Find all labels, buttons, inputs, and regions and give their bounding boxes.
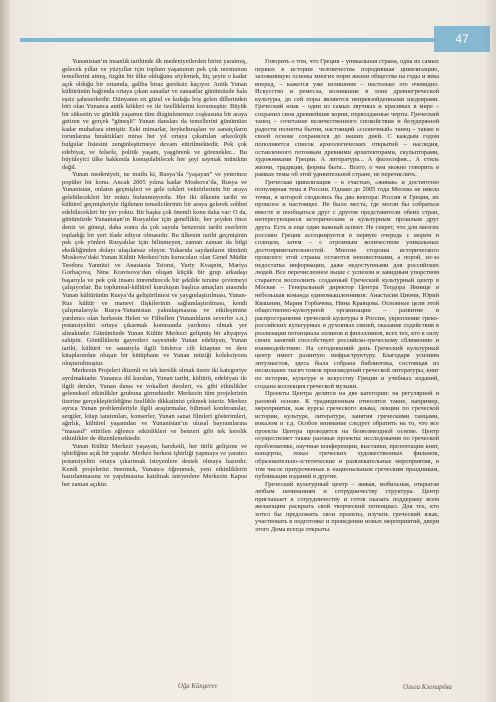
russian-article-column — [255, 58, 439, 533]
paragraph: Merkezin Projeleri düzenli ve tek kerelik olmak üzere iki kategoriye ayrılmaktadır. Yunanca dil kursları, Yunan tarihi, kültürü, edebiyatı ile ilgili dersler, Yunan dansı ve vokalleri dersleri, vs. gibi etkinlikler geleneksel etkinlikler grubuna girmektedir. Merkezin tüm projelerinin üzerine gerçekleştirildiğine özellikle dikkatinizi çekmek isteriz. Merkez ayrıca Yunan problemleriyle ilgili araştırmalar, bilimsel konferanslar, sergiler, kitap tanıtımları, konserler, Yunan sanat filmleri gösterimleri, ağırlık, kültürel yaşamdan ve Yunanistan’ın ulusal bayramlarına “masasıl” ettirilen eğlence etkinlikleri ve benzeri gibi tek kerelik etkinlikler de düzenlemektedir. — [62, 367, 247, 443]
author-signature-russian: Ольга Клепарёва — [403, 684, 452, 691]
paragraph: Yunan Kültür Merkezi yaşayan, hareketli, her türlü gelişime ve işbirliğine açık bir yapıdır. Merkez herkesi işbirliği yapmaya ve yaratıcı potansiyelini ortaya çıkartmak isteyenlere destek olmaya hazırdır. Kendi projelerini önermek, Yunanca öğrenmek, yeni etkinliklerin hazırlanmasına ve yapılmasına katılmak isteyenlere Merkezin Kapısı her zaman açıktır. — [62, 442, 247, 488]
paragraph: Yunan medeniyeti, ne mutlu ki, Rusya’da “yaşayan” ve yeterince popüler bir konu. Ancak 2005 yılına kadar Moskova’da, Rusya ve Yunanistan, onların geçmişleri ve gele cekleri vektörlerinin bir araya gelebilecekleri bir noktu bulunmuyordu. Her iki ülkenin tarihi ve kültürel geçmişleriyle ilgilenen temsilcilerinin bir araya gelerek sohbet edebilecekleri bir yer yoktu. Bir başka çok önemli konu daha var: O da, günümüzde Yunanistan’ın Rusyalılar için genellikle, her şeyden önce deniz ve güneşi, daha sonra da çok sayıda benzersiz tarihi eserlerin topladığı bir yeri ifade ediyor olmasıdır. Bu ülkenin tarihi geçmişinin pek çok yönleri Rusyalılar için bilinmeyen, zaman zaman da bilgi eksikliğinden dolayı ulaşılamaz oluyor. Yukarıda saydanların tümünü Moskova’daki Yunan Kültür Merkezi’nin kurucuları olan Genel Müdür Teodora Yannitsi ve Anastasia Tsiomi, Yuriy Kvaşnin, Mariya Gorbaçova, Nina Kravtsova’dan oluşan küçük bir grup arkadaşı başarıyla ve pek çok insanı imrendirecek bir şekilde tersine çevirmeyi çalışıyorlar. Bu toplumsal-kültürel kuruluşun başlıca amaçları arasında Yunan kültürünün Rusya’da geliştirilmesi ve yaygınlaştırılması, Yunan-Rus kültür ve manevi ilişkilerinin sağlamlaştırılması, kendi çalışmalarıyla Rusya-Yunanistan yakınlaşmasına ve etkileşimine yardımcı olan herkesin Helen ve Filhellen (Yunanlıların severler s.n.) potansiyelini ortaya çıkarmak konusunda yardımcı olmak yer almaktadır. Günümüzde Yunan Kültür Merkezi gelişmiş bir altyapıya sahiptir. Gönüllülerin gayretleri sayesinde Yunan edebiyatı, Yunan tarihi, kültürü ve sanatıyla ilgili binlerce cilt kitaptan ve ders kitaplarından oluşan bir kütüphane ve Yunan müziği koleksiyonu oluşturulmuştur. — [62, 171, 247, 367]
paragraph: Yunanistan’ın insanlık tarihinde ilk medeniyetlerden birini yaratmış, gelecek yıllar ve yüzyıllar için toplum yaşamının pek çok normunun temellerini atmış, özgün bir ülke olduğunu söylemek, hiç şeyin o kadar açık olduğu bir ortamda, galiba biraz gereksiz kaçıyor. Antik Yunan kültürünün bağrında ortaya çıkan sanatlar ve zanaatlar günümüzde hala eşsiz şaheserlerdir. Dünyanın en güzel ve kıdağa hoş gelen dillerinden biri olan Yunanca antik kökleri ve ile özelliklerini korumuştur. Büyük bir süksetin ve günlük yaşamın tüm dizginlenemez coşkusuna bir araya getiren ve gerçek “güneşli” Yunan dansları da temellerini günümüze kadar muhafaza etmiştir. Eski mimarlar, heykeltıraşları ve sanatçıların torunlarına bıraktıkları miras her yıl ortaya çıkartılan arkeolojik bulgular listesini zenginleştirmeye devam ettirilmektedir. Pek çok edebiyat, ve felsefe, politik yaşam, yaşgörenk ve görenekler... Bu büyüleyici ülke hakkında konuşulabilecek her şeyi saymak mümkün değil. — [62, 58, 247, 171]
page-number: 47 — [434, 26, 490, 52]
paragraph: Говорить о том, что Греция – уникальная страна, одна из самых первых в истории человечества породившая цивилизацию, заложившую основы многих норм жизни общества на годы и века вперед, – кажется уже излишним – настолько это очевидно. Искусство и ремесла, возникшие в лоне древнегреческой культуры, до сей поры являются непревзойденными шедеврами. Греческий язык – один из самых звучных и красивых в мире – сохранил свои древнейшие корни, первозданные черты. Греческий танец – сочетание величественного спокойствия и безудержной радости полноты бытия, настоящий «солнечный» танец – также в своей основе сохранился до наших дней. С каждым годом пополняется список археологических открытий – наследия, оставленного потомкам древними архитекторами, скульпторами, художниками Греции. А литература... А философия... А стиль жизни, традиции, формы быта... Всего, о чем можно говорить в рамках темы об этой удивительной стране, не перечислить. — [255, 58, 439, 179]
paragraph: Проекты Центра делятся на две категории: на регулярной и разовой основе. К традиционным относятся такие, например, мероприятия, как курсы греческого языка, лекции по греческой истории, культуре, литературе, занятия греческими танцами, вокалом и т.д. Особое внимание следует обратить на то, что все проекты Центра проводятся на безвозмездной основе. Центр осуществляет также разовые проекты: исследования по греческой проблематике, научные конференции, выставки, презентации книг, концерты, показ греческих художественных фильмов, образовательно-эстетические и развлекательные мероприятия, в том числе приуроченные к национальным греческим праздникам, публикации изданий и другие. — [255, 390, 439, 481]
paragraph: Греческая цивилизация – к счастью, «живая» и достаточно популярная тема в России. Однако до 2005 года Москва не имела точки, в которой сходились бы два вектора: Россия и Греция, их прошлое и настоящее. Не было места, где могли бы собраться вместе и пообщаться друг с другом представители обеих стран, интересующиеся историческим и культурным прошлым друг друга. Есть и еще один важный аспект. Не секрет, что для многих россиян Греция ассоциируется в первую очередь с морем и солнцем, затем – с огромным количеством уникальных достопримечательностей. Многие стороны исторического прошлого этой страны остаются неизвестными, а порой, из-за недостатка информации, даже недоступными для российских людей. Все перечисленное выше с успехом и завидным упорством старается восполнить созданный Греческий культурный центр в Москве – Генеральный директор Центра Теодора Яннице и небольшая команда единомышленников: Анастасия Циоми, Юрий Квашнин, Мария Горбачева, Нина Кравцова. Основные цели этой общественно-культурной организации – развитие и распространение греческой культуры в России, укрепление греко-российских культурных и духовных связей, оказание содействия в реализации потенциала эллинов и филэллинов, всех тех, кто в силу своих занятий способствует российско-греческому сближению и взаимодействию. На сегодняшний день Греческий культурный центр имеет развитую инфраструктуру. Благодаря усилиям энтузиастов, здесь была собрана библиотека, состоящая из нескольких тысяч томов произведений греческой литературы, книг по истории, культуре и искусству Греции и учебных изданий, создана коллекция греческой музыки. — [255, 178, 439, 390]
header-rule — [20, 38, 490, 42]
author-signature-turkish: Oğa Küngerev — [178, 683, 218, 690]
paragraph: Греческий культурный центр – живая, мобильная, открытая любым начинаниям и сотрудничеству структура. Центр приглашает к сотрудничеству и готов оказать поддержку всем желающим раскрыть свой творческий потенциал. Для тех, кто хотел бы предложить свои проекты, изучать греческий язык, участвовать в подготовке и проведении новых мероприятий, двери этого Дома всегда открыты. — [255, 480, 439, 533]
binding-gutter — [0, 0, 10, 702]
turkish-article-column — [62, 58, 247, 488]
page-edge-shadow — [484, 0, 496, 702]
